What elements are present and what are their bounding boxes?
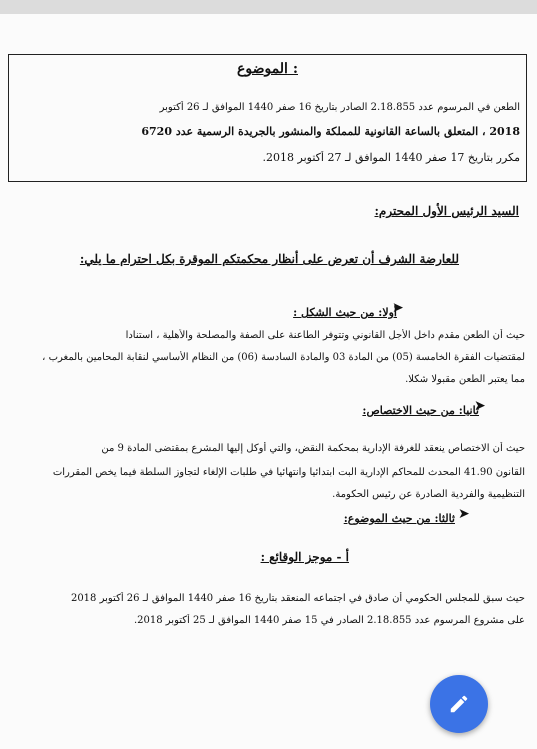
arrow-bullet-icon: ➤ — [474, 398, 486, 414]
form-line-3: مما يعتبر الطعن مقبولا شكلا. — [405, 374, 525, 385]
document-page — [0, 14, 537, 749]
subject-line-2: 2018 ، المتعلق بالساعة القانونية للمملكة والمنشور بالجريدة الرسمية عدد 6720 — [141, 125, 520, 138]
section-merits-heading: ثالثا: من حيث الموضوع: — [343, 512, 455, 525]
pencil-edit-icon — [448, 693, 470, 715]
merits-line-1: حيث سبق للمجلس الحكومي أن صادق في اجتماعه المنعقد بتاريخ 16 صفر 1440 الموافق لـ 26 أكتوبر 2018 — [70, 593, 525, 604]
subject-line-3: مكرر بتاريخ 17 صفر 1440 الموافق لـ 27 أكتوبر 2018. — [262, 151, 520, 164]
section-form-heading: أولا: من حيث الشكل : — [293, 306, 397, 319]
section-jurisdiction-heading: ثانيا: من حيث الاختصاص: — [362, 404, 479, 417]
subject-title: الموضوع : — [236, 61, 298, 77]
jurisdiction-line-3: التنظيمية والفردية الصادرة عن رئيس الحكومة. — [332, 489, 525, 500]
edit-fab-button[interactable] — [430, 675, 488, 733]
jurisdiction-line-1: حيث أن الاختصاص ينعقد للغرفة الإدارية بمحكمة النقض، والتي أوكل إليها المشرع بمقتضى المادة 9 من — [101, 443, 525, 454]
arrow-bullet-icon: ➤ — [392, 300, 404, 316]
subject-box — [8, 54, 527, 182]
form-line-2: لمقتضيات الفقرة الخامسة (05) من المادة 03 والمادة السادسة (06) من النظام الأساسي لنقابة المحامين بالمغرب ، — [42, 352, 525, 363]
jurisdiction-line-2: القانون 41.90 المحدث للمحاكم الإدارية البت ابتدائيا وانتهائيا في طلبات الإلغاء لتجاوز السلطة فيما يخص المقررات — [52, 467, 525, 478]
subject-line-1: الطعن في المرسوم عدد 2.18.855 الصادر بتاريخ 16 صفر 1440 الموافق لـ 26 أكتوبر — [159, 102, 520, 113]
intro-statement: للعارضة الشرف أن تعرض على أنظار محكمتكم الموقرة بكل احترام ما يلي: — [79, 252, 459, 266]
facts-heading: أ - موجز الوقائع : — [260, 550, 349, 564]
form-line-1: حيث أن الطعن مقدم داخل الأجل القانوني وتتوفر الطاعنة على الصفة والمصلحة والأهلية ، استنادا — [125, 330, 525, 341]
arrow-bullet-icon: ➤ — [458, 506, 470, 522]
merits-line-2: على مشروع المرسوم عدد 2.18.855 الصادر في 15 صفر 1440 الموافق لـ 25 أكتوبر 2018. — [133, 615, 525, 626]
top-bar — [0, 0, 537, 14]
addressee: السيد الرئيس الأول المحترم: — [374, 204, 519, 218]
